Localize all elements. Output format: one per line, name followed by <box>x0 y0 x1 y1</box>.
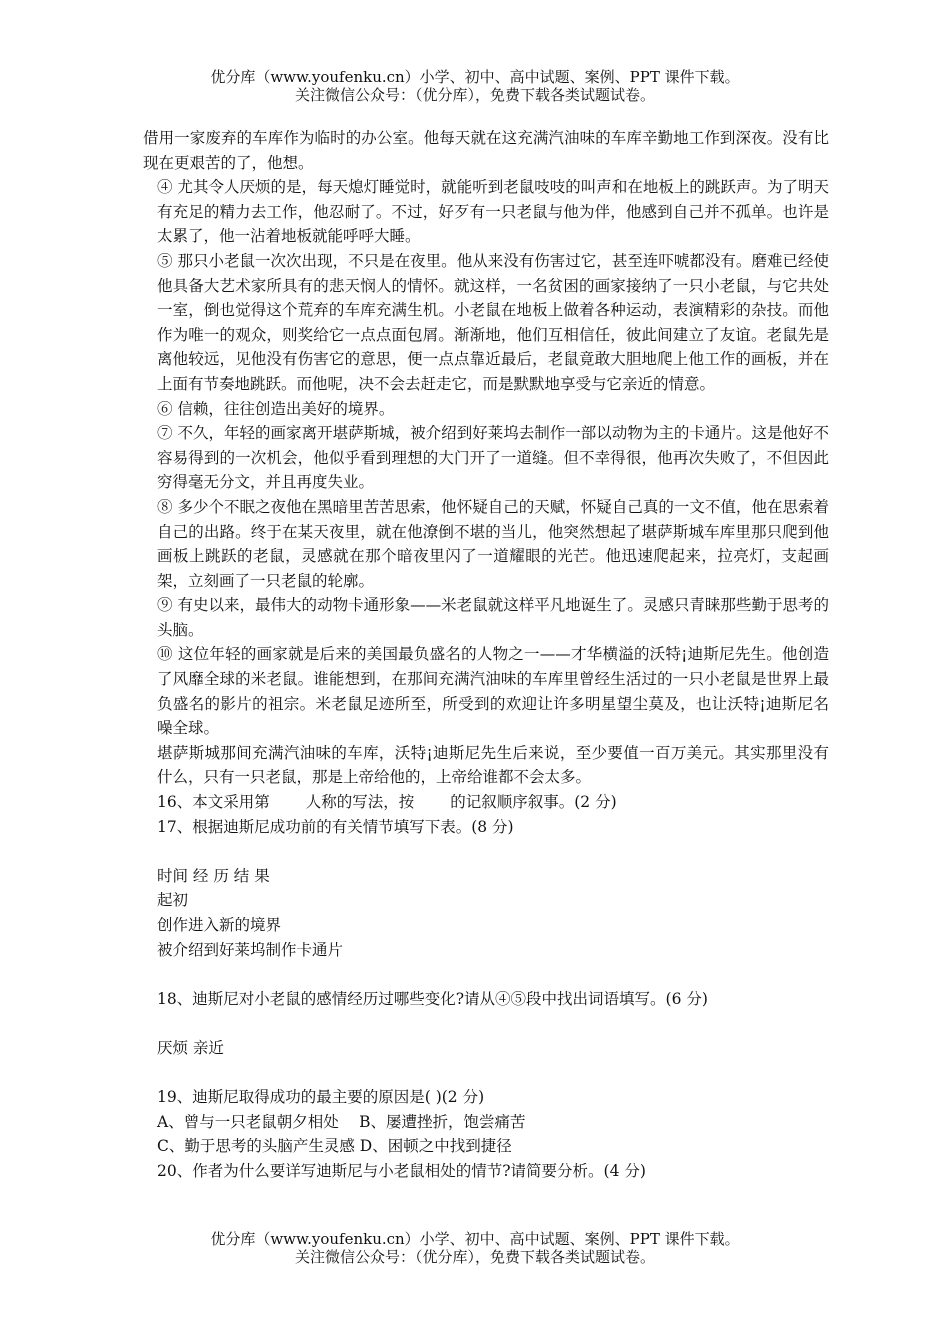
questions-section <box>143 790 829 1184</box>
spacer <box>157 962 829 987</box>
paragraph-11: 堪萨斯城那间充满汽油味的车库，沃特¡迪斯尼先生后来说，至少要值一百万美元。其实那里没有什么，只有一只老鼠，那是上帝给他的，上帝给谁都不会太多。 <box>157 743 829 787</box>
question-16-part-b: 人称的写法，按 <box>305 793 415 812</box>
footer-line-1: 优分库（www.youfenku.cn）小学、初中、高中试题、案例、PPT 课件下载。 <box>210 1230 740 1248</box>
footer-line-2: 关注微信公众号：（优分库），免费下载各类试题试卷。 <box>294 1248 655 1266</box>
table-17-header: 时间 经 历 结 果 <box>157 866 270 885</box>
paragraph-6: ⑥ 信赖，往往创造出美好的境界。 <box>157 399 395 418</box>
page-header <box>0 68 950 104</box>
header-line-2: 关注微信公众号：（优分库），免费下载各类试题试卷。 <box>294 86 655 104</box>
spacer <box>157 1011 829 1036</box>
question-16-part-c: 的记叙顺序叙事。(2 分) <box>450 793 617 812</box>
header-line-1: 优分库（www.youfenku.cn）小学、初中、高中试题、案例、PPT 课件下载。 <box>210 68 740 86</box>
question-17: 17、根据迪斯尼成功前的有关情节填写下表。(8 分) <box>157 817 514 836</box>
question-20: 20、作者为什么要详写迪斯尼与小老鼠相处的情节?请简要分析。(4 分) <box>157 1161 646 1180</box>
paragraph-continuation: 借用一家废弃的车库作为临时的办公室。他每天就在这充满汽油味的车库辛勤地工作到深夜。没有比现在更艰苦的了，他想。 <box>143 129 829 172</box>
paragraph-4: ④ 尤其令人厌烦的是，每天熄灯睡觉时，就能听到老鼠吱吱的叫声和在地板上的跳跃声。为了明天有充足的精力去工作，他忍耐了。不过，好歹有一只老鼠与他为伴，他感到自己并不孤单。也许是太累了，他一沾着地板就能呼呼大睡。 <box>157 178 829 246</box>
paragraph-8: ⑧ 多少个不眠之夜他在黑暗里苦苦思索，他怀疑自己的天赋，怀疑自己真的一文不值，他在思索着自己的出路。终于在某天夜里，就在他潦倒不堪的当儿，他突然想起了堪萨斯城车库里那只爬到他画板上跳跃的老鼠，灵感就在那个暗夜里闪了一道耀眼的光芒。他迅速爬起来，拉亮灯，支起画架，立刻画了一只老鼠的轮廓。 <box>157 497 829 590</box>
page-footer <box>0 1230 950 1266</box>
question-18: 18、迪斯尼对小老鼠的感情经历过哪些变化?请从④⑤段中找出词语填写。(6 分) <box>157 989 708 1008</box>
question-19: 19、迪斯尼取得成功的最主要的原因是( )(2 分) <box>157 1088 485 1107</box>
spacer <box>157 839 829 864</box>
paragraph-7: ⑦ 不久，年轻的画家离开堪萨斯城，被介绍到好莱坞去制作一部以动物为主的卡通片。这是他好不容易得到的一次机会，他似乎看到理想的大门开了一道缝。但不幸得很，他再次失败了，不但因此穷得毫无分文，并且再度失业。 <box>157 424 829 492</box>
paragraph-5: ⑤ 那只小老鼠一次次出现，不只是在夜里。他从来没有伤害过它，甚至连吓唬都没有。磨难已经使他具备大艺术家所具有的悲天悯人的情怀。就这样，一名贫困的画家接纳了一只小老鼠，与它共处一室，倒也觉得这个荒弃的车库充满生机。小老鼠在地板上做着各种运动，表演精彩的杂技。而他作为唯一的观众，则奖给它一点点面包屑。渐渐地，他们互相信任，彼此间建立了友谊。老鼠先是离他较远，见他没有伤害它的意思，便一点点靠近最后，老鼠竟敢大胆地爬上他工作的画板，并在上面有节奏地跳跃。而他呢，决不会去赶走它，而是默默地享受与它亲近的情意。 <box>157 251 829 393</box>
document-body <box>143 126 829 1184</box>
question-19-options-cd: C、勤于思考的头脑产生灵感 D、困顿之中找到捷径 <box>157 1137 512 1156</box>
spacer <box>157 1061 829 1086</box>
table-17-row: 起初 <box>157 891 189 910</box>
question-18-answer-row: 厌烦 亲近 <box>157 1038 224 1057</box>
table-17-row: 被介绍到好莱坞制作卡通片 <box>157 940 344 959</box>
table-17-row: 创作进入新的境界 <box>157 916 282 934</box>
paragraph-10: ⑩ 这位年轻的画家就是后来的美国最负盛名的人物之一——才华横溢的沃特¡迪斯尼先生。他创造了风靡全球的米老鼠。谁能想到，在那间充满汽油味的车库里曾经生活过的一只小老鼠是世界上最负盛名的影片的祖宗。米老鼠足迹所至，所受到的欢迎让许多明星望尘莫及，也让沃特¡迪斯尼名噪全球。 <box>157 645 829 738</box>
paragraph-9: ⑨ 有史以来，最伟大的动物卡通形象——米老鼠就这样平凡地诞生了。灵感只青睐那些勤于思考的头脑。 <box>157 596 829 639</box>
question-19-options-ab: A、曾与一只老鼠朝夕相处 B、屡遭挫折，饱尝痛苦 <box>157 1112 526 1131</box>
question-16-part-a: 16、本文采用第 <box>157 793 270 812</box>
question-16 <box>157 790 829 815</box>
